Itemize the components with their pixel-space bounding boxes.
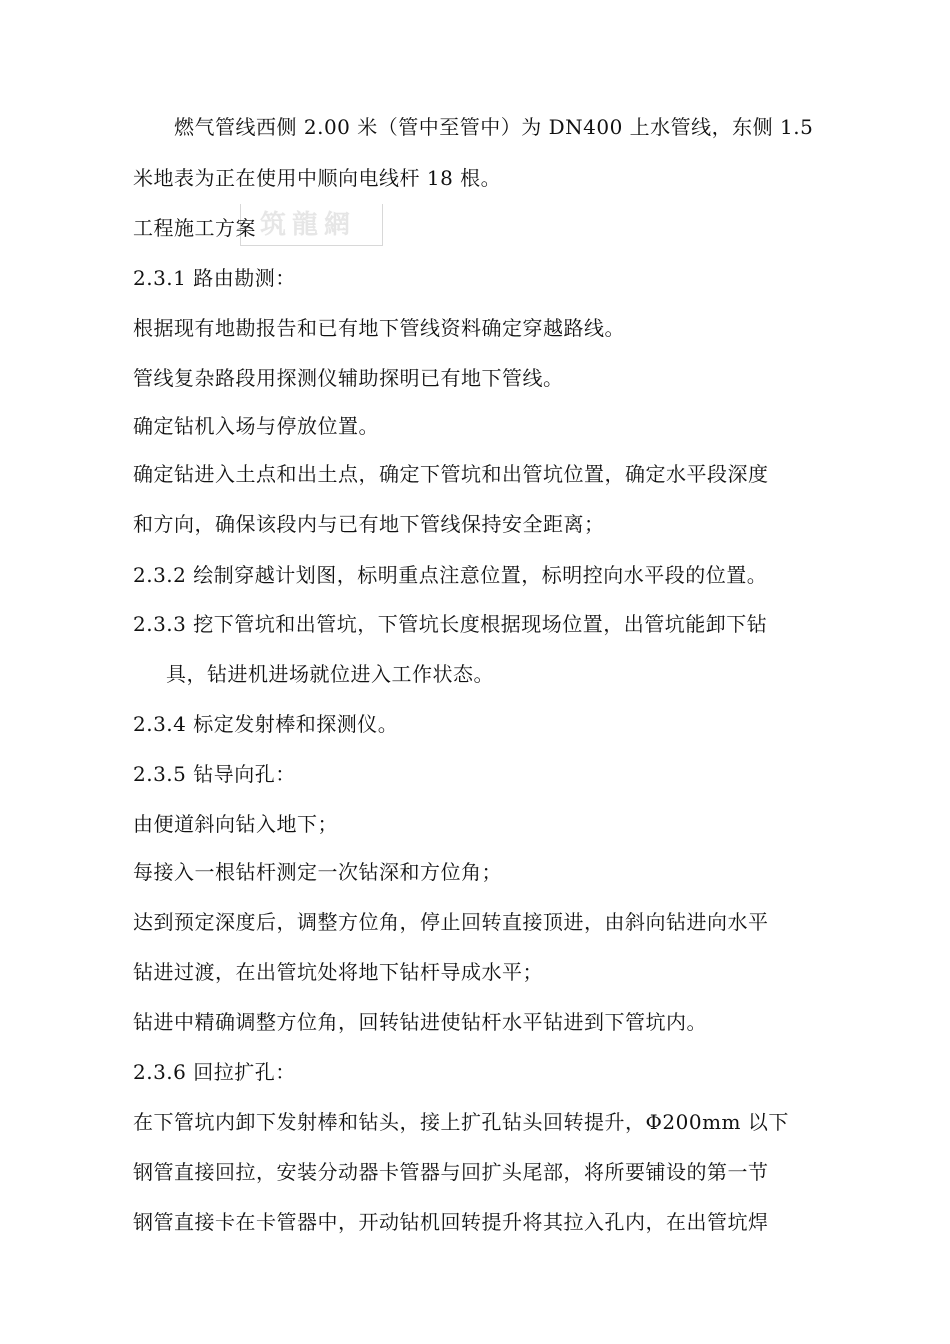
paragraph-line: 根据现有地勘报告和已有地下管线资料确定穿越路线。	[133, 316, 625, 340]
watermark-logo: 筑龍網	[260, 210, 357, 240]
paragraph-line: 确定钻机入场与停放位置。	[133, 414, 379, 438]
paragraph-line: 由便道斜向钻入地下；	[133, 812, 338, 836]
paragraph-line: 具，钻进机进场就位进入工作状态。	[166, 662, 494, 686]
paragraph-line: 钻进过渡，在出管坑处将地下钻杆导成水平；	[133, 960, 543, 984]
subsection-heading: 2.3.2 绘制穿越计划图，标明重点注意位置，标明控向水平段的位置。	[133, 563, 768, 587]
paragraph-line: 米地表为正在使用中顺向电线杆 18 根。	[133, 166, 502, 190]
subsection-heading: 2.3.6 回拉扩孔：	[133, 1060, 296, 1084]
paragraph-line: 达到预定深度后，调整方位角，停止回转直接顶进，由斜向钻进向水平	[133, 910, 769, 934]
paragraph-line: 确定钻进入土点和出土点，确定下管坑和出管坑位置，确定水平段深度	[133, 462, 769, 486]
section-heading: 工程施工方案	[133, 216, 256, 240]
paragraph-line: 管线复杂路段用探测仪辅助探明已有地下管线。	[133, 366, 564, 390]
paragraph-line: 在下管坑内卸下发射棒和钻头，接上扩孔钻头回转提升，Φ200mm 以下	[133, 1110, 789, 1134]
paragraph-line: 燃气管线西侧 2.00 米（管中至管中）为 DN400 上水管线，东侧 1.5	[174, 115, 814, 139]
paragraph-line: 钢管直接卡在卡管器中，开动钻机回转提升将其拉入孔内，在出管坑焊	[133, 1210, 769, 1234]
subsection-heading: 2.3.3 挖下管坑和出管坑，下管坑长度根据现场位置，出管坑能卸下钻	[133, 612, 768, 636]
subsection-heading: 2.3.4 标定发射棒和探测仪。	[133, 712, 399, 736]
subsection-heading: 2.3.5 钻导向孔：	[133, 762, 296, 786]
subsection-heading: 2.3.1 路由勘测：	[133, 266, 296, 290]
paragraph-line: 和方向，确保该段内与已有地下管线保持安全距离；	[133, 512, 605, 536]
paragraph-line: 钢管直接回拉，安装分动器卡管器与回扩头尾部，将所要铺设的第一节	[133, 1160, 769, 1184]
paragraph-line: 每接入一根钻杆测定一次钻深和方位角；	[133, 860, 502, 884]
paragraph-line: 钻进中精确调整方位角，回转钻进使钻杆水平钻进到下管坑内。	[133, 1010, 707, 1034]
